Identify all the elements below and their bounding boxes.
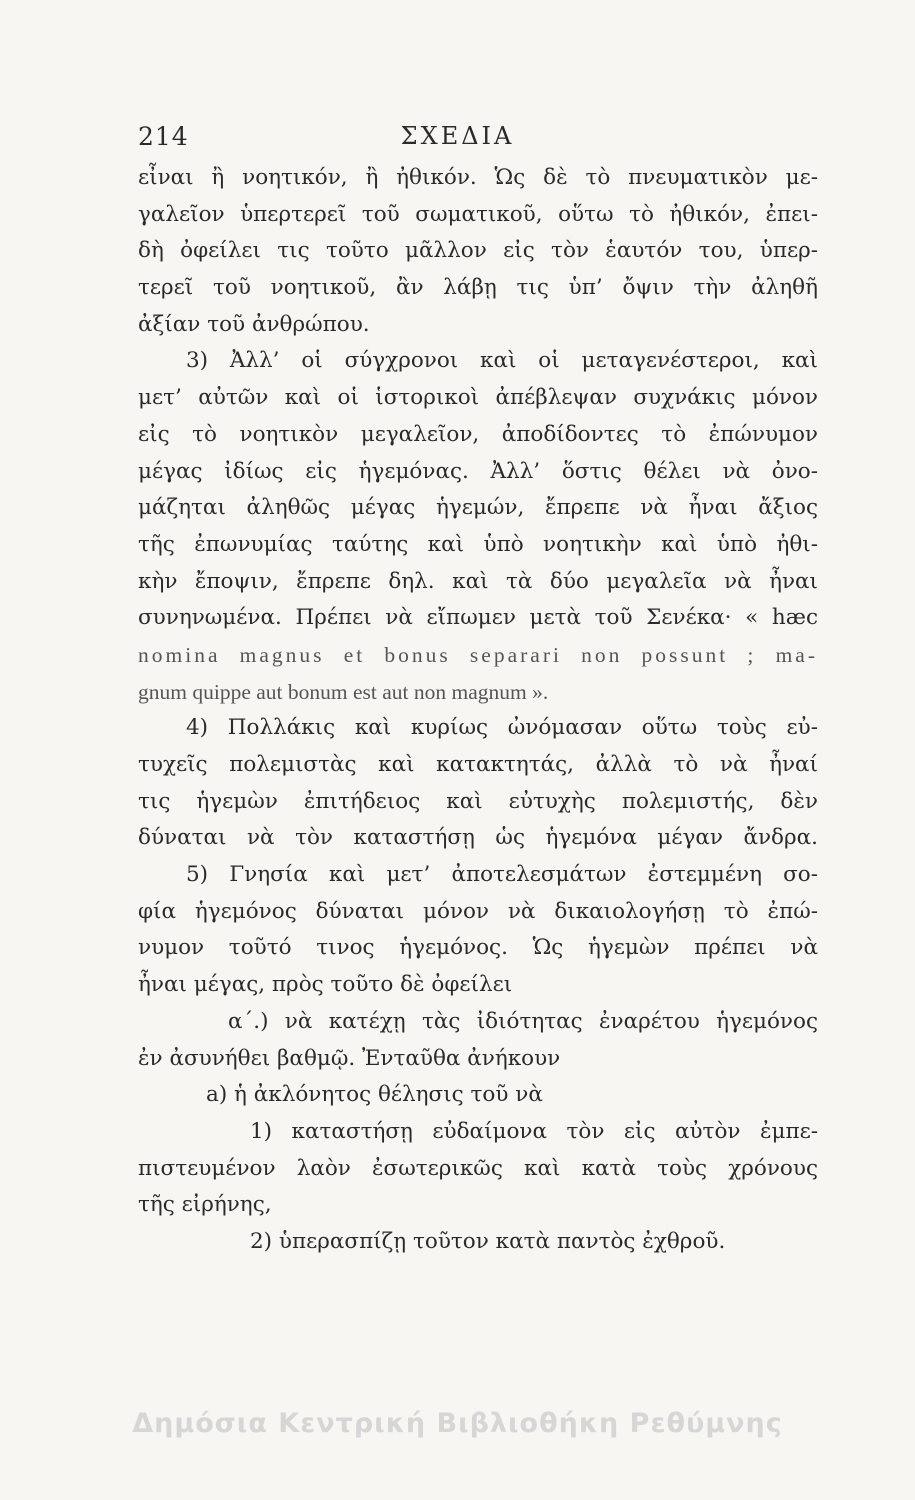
text-line: δύναται νὰ τὸν καταστήσῃ ὡς ἡγεμόνα μέγαν ἄνδρα.	[138, 825, 818, 851]
text-line: νυμον τοῦτό τινος ἡγεμόνος. Ὡς ἡγεμὼν πρέπει νὰ	[138, 935, 818, 961]
text-line: τῆς εἰρήνης,	[138, 1192, 272, 1218]
text-line: τυχεῖς πολεμιστὰς καὶ κατακτητάς, ἀλλὰ τὸ νὰ ἦναί	[138, 752, 818, 777]
text-line: μετ’ αὐτῶν καὶ οἱ ἱστορικοὶ ἀπέβλεψαν συχνάκις μόνον	[138, 385, 818, 411]
text-line: γαλεῖον ὑπερτερεῖ τοῦ σωματικοῦ, οὕτω τὸ ἠθικόν, ἐπει-	[138, 201, 818, 227]
text-line: κὴν ἔποψιν, ἔπρεπε δηλ. καὶ τὰ δύο μεγαλεῖα νὰ ἦναι	[138, 568, 818, 594]
text-line: τερεῖ τοῦ νοητικοῦ, ἂν λάβῃ τις ὑπ’ ὄψιν τὴν ἀληθῆ	[138, 275, 818, 301]
text-line: πιστευμένον λαὸν ἐσωτερικῶς καὶ κατὰ τοὺς χρόνους	[138, 1155, 818, 1181]
running-title: ΣΧΕΔΙΑ	[400, 122, 515, 150]
text-line: 3) Ἀλλ’ οἱ σύγχρονοι καὶ οἱ μεταγενέστεροι, καὶ	[186, 348, 818, 374]
text-line: μέγας ἰδίως εἰς ἡγεμόνας. Ἀλλ’ ὅστις θέλει νὰ ὀνο-	[138, 458, 818, 484]
text-line: φία ἡγεμόνος δύναται μόνον νὰ δικαιολογήσῃ τὸ ἐπώ-	[138, 898, 818, 924]
text-line: 1) καταστήσῃ εὐδαίμονα τὸν εἰς αὐτὸν ἐμπε-	[250, 1118, 818, 1144]
text-line: ἦναι μέγας, πρὸς τοῦτο δὲ ὀφείλει	[138, 972, 513, 998]
text-line: 5) Γνησία καὶ μετ’ ἀποτελεσμάτων ἐστεμμένη σο-	[186, 862, 818, 888]
text-line: 2) ὑπερασπίζῃ τοῦτον κατὰ παντὸς ἐχθροῦ.	[250, 1228, 726, 1254]
text-line: τις ἡγεμὼν ἐπιτήδειος καὶ εὐτυχὴς πολεμιστής, δὲν	[138, 788, 818, 814]
text-line: 4) Πολλάκις καὶ κυρίως ὠνόμασαν οὕτω τοὺς εὐ-	[186, 715, 818, 741]
text-line: συνηνωμένα. Πρέπει νὰ εἴπωμεν μετὰ τοῦ Σενέκα· « hæc	[138, 605, 818, 631]
page-header	[0, 122, 915, 152]
page-number: 214	[138, 122, 189, 151]
latin-quote-line: gnum quippe aut bonum est aut non magnum ».	[138, 679, 549, 704]
text-line: εἰς τὸ νοητικὸν μεγαλεῖον, ἀποδίδοντες τὸ ἐπώνυμον	[138, 421, 818, 447]
text-line: a) ἡ ἀκλόνητος θέλησις τοῦ νὰ	[206, 1082, 543, 1108]
text-line: δὴ ὀφείλει τις τοῦτο μᾶλλον εἰς τὸν ἑαυτόν του, ὑπερ-	[138, 238, 818, 264]
library-watermark: Δημόσια Κεντρική Βιβλιοθήκη Ρεθύμνης	[132, 1408, 783, 1439]
text-line: ἀξίαν τοῦ ἀνθρώπου.	[138, 311, 370, 337]
text-line: εἶναι ἢ νοητικόν, ἢ ἠθικόν. Ὡς δὲ τὸ πνευματικὸν με-	[138, 165, 818, 190]
text-line: τῆς ἐπωνυμίας ταύτης καὶ ὑπὸ νοητικὴν καὶ ὑπὸ ἠθι-	[138, 531, 818, 557]
text-line: μάζηται ἀληθῶς μέγας ἡγεμών, ἔπρεπε νὰ ἦναι ἄξιος	[138, 495, 818, 521]
text-line: ἐν ἀσυνήθει βαθμῷ. Ἐνταῦθα ἀνήκουν	[138, 1045, 561, 1071]
latin-quote-line: nomina magnus et bonus separari non possunt ; ma-	[138, 642, 818, 667]
body-text	[138, 160, 818, 1261]
text-line: α΄.) νὰ κατέχῃ τὰς ἰδιότητας ἐναρέτου ἡγεμόνος	[228, 1008, 818, 1034]
